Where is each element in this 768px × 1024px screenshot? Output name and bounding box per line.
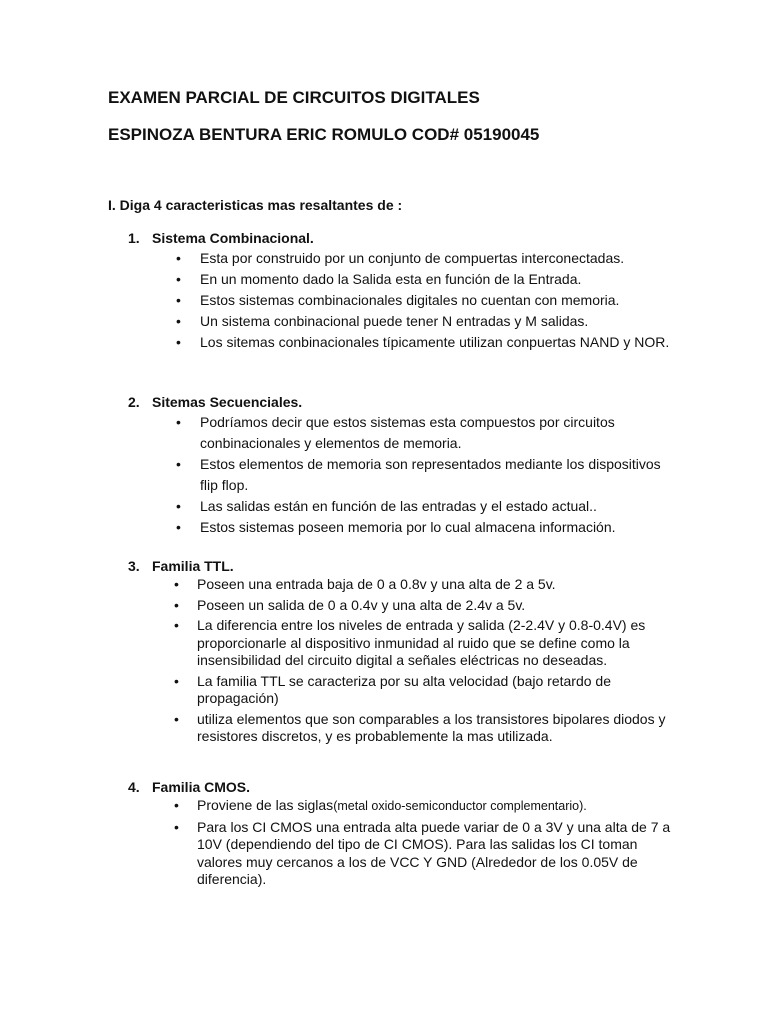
list-item (0, 311, 670, 332)
section-number: 3. (128, 558, 140, 574)
exam-title: EXAMEN PARCIAL DE CIRCUITOS DIGITALES (108, 88, 480, 107)
list-item (0, 290, 670, 311)
list-item-text: Estos sistemas poseen memoria por lo cual almacena información. (200, 519, 616, 535)
section-familia-ttl (0, 556, 768, 749)
bullet-list (0, 797, 768, 889)
list-item (0, 412, 670, 454)
question-heading: I. Diga 4 caracteristicas mas resaltantes de : (108, 197, 403, 213)
list-item (0, 576, 675, 594)
list-item-text: Estos elementos de memoria son representados mediante los dispositivos flip flop. (200, 456, 661, 493)
list-item-text: Podríamos decir que estos sistemas esta compuestos por circuitos conbinacionales y elementos de memoria. (200, 414, 615, 451)
list-item (0, 797, 675, 816)
bullet-icon: • (176, 414, 181, 430)
list-item-text: Las salidas están en función de las entradas y el estado actual.. (200, 498, 597, 514)
section-number: 2. (128, 394, 140, 410)
bullet-icon: • (176, 498, 181, 514)
bullet-icon: • (174, 596, 179, 613)
section-title: Familia TTL. (152, 558, 234, 574)
list-item (0, 248, 670, 269)
list-item-text: Estos sistemas combinacionales digitales no cuentan con memoria. (200, 292, 620, 308)
bullet-icon: • (176, 250, 181, 266)
list-item (0, 269, 670, 290)
section-title: Sitemas Secuenciales. (152, 394, 303, 410)
list-item (0, 454, 670, 496)
student-name: ESPINOZA BENTURA ERIC ROMULO COD# 05190045 (108, 125, 540, 144)
bullet-icon: • (176, 271, 181, 287)
list-item-text: Proviene de las siglas (197, 797, 334, 813)
section-number: 1. (128, 230, 140, 246)
section-number: 4. (128, 779, 140, 795)
bullet-icon: • (176, 334, 181, 350)
list-item (0, 597, 675, 615)
section-heading (128, 228, 768, 248)
section-familia-cmos (0, 777, 768, 892)
section-title: Familia CMOS. (152, 779, 251, 795)
list-item (0, 819, 675, 889)
list-item (0, 332, 670, 353)
bullet-icon: • (176, 519, 181, 535)
list-item-text: Poseen una entrada baja de 0 a 0.8v y una alta de 2 a 5v. (197, 576, 556, 592)
bullet-icon: • (176, 313, 181, 329)
list-item (0, 711, 675, 746)
bullet-list (0, 248, 768, 353)
bullet-icon: • (174, 672, 179, 689)
list-item-text: Los sitemas conbinacionales típicamente utilizan conpuertas NAND y NOR. (200, 334, 670, 350)
bullet-icon: • (174, 710, 179, 727)
list-item-text: La familia TTL se caracteriza por su alta velocidad (bajo retardo de propagación) (197, 672, 611, 706)
list-item-text: Esta por construido por un conjunto de compuertas interconectadas. (200, 250, 625, 266)
bullet-icon: • (176, 456, 181, 472)
list-item (0, 673, 675, 708)
section-sistema-combinacional (0, 228, 768, 353)
section-heading (128, 556, 768, 576)
list-item-text: Para los CI CMOS una entrada alta puede variar de 0 a 3V y una alta de 7 a 10V (dependiendo del tipo de CI CMOS). Para las salidas los CI toman valores muy cercanos a los de VCC Y GND (Alrededor de los 0.05V de diferencia). (197, 818, 671, 887)
list-item (0, 617, 675, 670)
list-item-text: En un momento dado la Salida esta en función de la Entrada. (200, 271, 582, 287)
section-sistemas-secuenciales (0, 392, 768, 538)
bullet-icon: • (174, 617, 179, 633)
list-item-text: Un sistema conbinacional puede tener N entradas y M salidas. (200, 313, 589, 329)
list-item-text: utiliza elementos que son comparables a los transistores bipolares diodos y resistores discretos, y es probablemente la mas utilizada. (197, 710, 666, 744)
section-heading (128, 392, 768, 412)
list-item (0, 517, 670, 538)
bullet-icon: • (174, 818, 179, 835)
list-item-text: Poseen un salida de 0 a 0.4v y una alta de 2.4v a 5v. (197, 596, 526, 613)
bullet-list (0, 412, 768, 538)
bullet-icon: • (174, 576, 179, 592)
list-item-text: La diferencia entre los niveles de entrada y salida (2-2.4V y 0.8-0.4V) es proporcionarle al dispositivo inmunidad al ruido que se define como la insensibilidad del circuito digital a señales eléctricas no deseadas. (197, 617, 646, 668)
list-item (0, 496, 670, 517)
bullet-icon: • (174, 797, 179, 813)
bullet-list (0, 576, 768, 746)
bullet-icon: • (176, 292, 181, 308)
list-item-note: (metal oxido-semiconductor complementario). (333, 799, 587, 813)
section-heading (128, 777, 768, 797)
section-title: Sistema Combinacional. (152, 230, 314, 246)
